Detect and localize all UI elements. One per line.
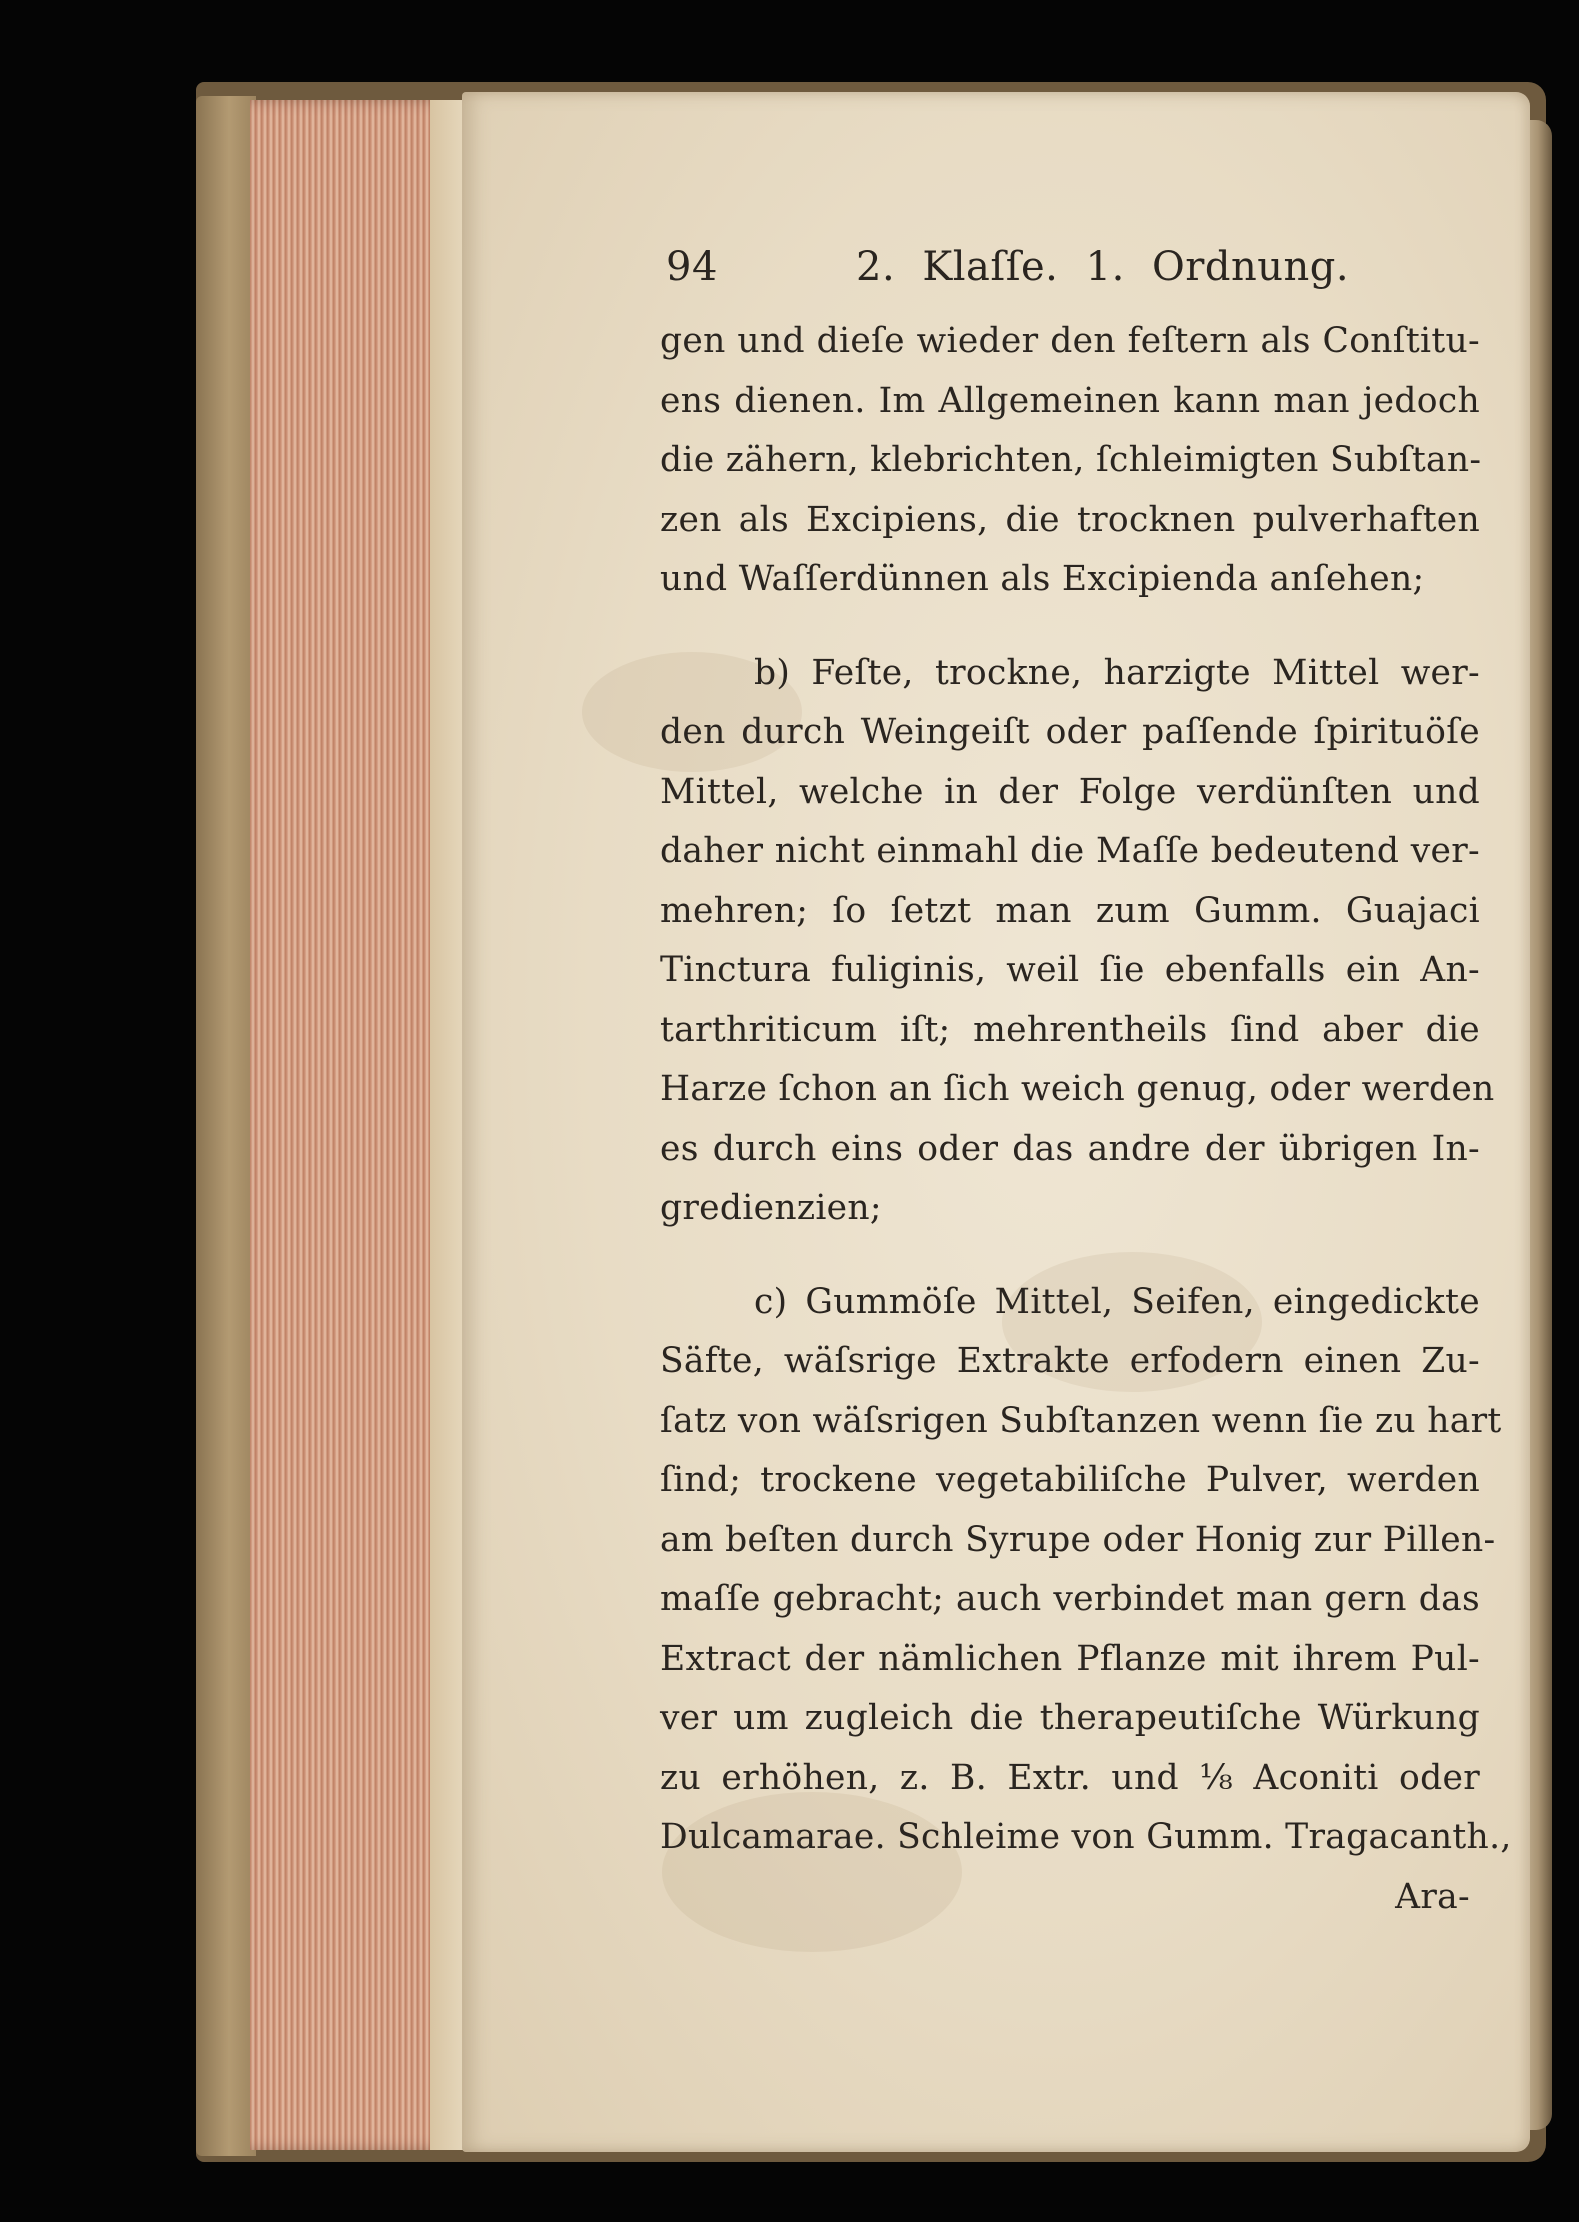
text-line: b) Feſte, trockne, harzigte Mittel wer- [754, 652, 1480, 693]
text-line: Extract der nämlichen Pflanze mit ihrem Pul- [660, 1638, 1480, 1679]
text-line: am beſten durch Syrupe oder Honig zur Pillen- [660, 1519, 1496, 1560]
running-head-title: 2. Klaſſe. 1. Ordnung. [856, 244, 1350, 290]
text-line: ver um zugleich die therapeutiſche Würkung [660, 1698, 1480, 1738]
text-line: Dulcamarae. Schleime von Gumm. Tragacanth., [660, 1817, 1512, 1857]
body-text [660, 312, 1512, 1927]
text-line: Tinctura fuliginis, weil ſie ebenfalls ein An- [660, 950, 1480, 990]
text-line: Harze ſchon an ſich weich genug, oder werden [660, 1069, 1495, 1109]
page-gutter [430, 100, 466, 2150]
text-line: ſatz von wäſsrigen Subſtanzen wenn ſie zu hart [660, 1400, 1502, 1441]
text-line: ens dienen. Im Allgemeinen kann man jedoch [660, 380, 1480, 421]
text-line: gen und dieſe wieder den feſtern als Conſtitu- [660, 321, 1480, 361]
text-line: zen als Excipiens, die trocknen pulverhaften [660, 499, 1480, 540]
page-number: 94 [666, 244, 718, 290]
text-line: c) Gummöſe Mittel, Seifen, eingedickte [754, 1281, 1480, 1322]
text-line: zu erhöhen, z. B. Extr. und ⅛ Aconiti oder [660, 1757, 1480, 1798]
text-line: tarthriticum iſt; mehrentheils ſind aber die [660, 1009, 1480, 1050]
text-line: daher nicht einmahl die Maſſe bedeutend ver- [660, 831, 1480, 871]
text-line: Säfte, wäſsrige Extrakte erfodern einen Zu- [660, 1341, 1480, 1381]
text-line: es durch eins oder das andre der übrigen In- [660, 1128, 1480, 1169]
running-header [660, 240, 1480, 304]
paragraph-gap [660, 610, 1480, 644]
catchword: Ara- [1395, 1876, 1470, 1917]
book-spine-edge [196, 96, 256, 2156]
text-line: maſſe gebracht; auch verbindet man gern das [660, 1579, 1480, 1619]
paragraph-gap [660, 1239, 1480, 1273]
page-edges [250, 100, 460, 2150]
text-line: die zähern, klebrichten, ſchleimigten Subſtan- [660, 440, 1482, 480]
page-text [660, 240, 1512, 1927]
text-line: ſind; trockene vegetabiliſche Pulver, werden [660, 1460, 1480, 1500]
text-line: mehren; ſo ſetzt man zum Gumm. Guajaci [660, 890, 1480, 931]
text-line: gredienzien; [660, 1188, 882, 1228]
text-line: und Waſſerdünnen als Excipienda anſehen; [660, 559, 1425, 599]
text-line: den durch Weingeiſt oder paſſende ſpirituöſe [660, 712, 1480, 752]
text-line: Mittel, welche in der Folge verdünſten und [660, 771, 1480, 812]
